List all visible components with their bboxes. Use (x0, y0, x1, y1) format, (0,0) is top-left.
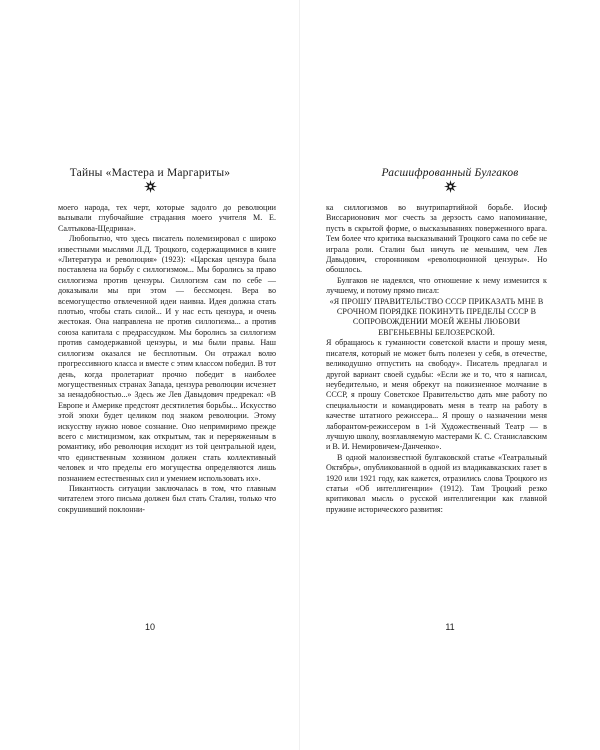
page-number-right: 11 (445, 622, 455, 632)
page-number-left: 10 (144, 622, 155, 632)
running-head-right: Расшифрованный Булгаков (381, 167, 519, 179)
star-ornament-icon (444, 180, 457, 193)
right-page (300, 0, 600, 750)
paragraph-continued: Я обращаюсь к гуманности советской власти и прошу меня, писателя, который не может быть полезен у себя, в отечестве, великодушно отпустить на свободу». Писатель предлагал и другой вариант своей судьбы: «Если же и то, что я написал, неубедительно, и меня обрекут на пожизненное молчание в СССР, я прошу Советское Правительство дать мне работу по специальности и командировать меня в театр на работу в качестве штатного режиссера... Я прошу о назначении меня лаборантом-режиссером в 1-й Художественный Театр — в лучшую школу, возглавляемую мастерами К. С. Станиславским и В. И. Немировичем-Данченко». (326, 338, 547, 452)
running-head-left: Тайны «Мастера и Маргариты» (69, 167, 231, 179)
paragraph-continuation: ка силлогизмов во внутрипартийной борьбе. Иосиф Виссарионович мог счесть за дерзость само напоминание, пусть в скрытой форме, о высказываниях поверженного врага. Тем более что критика высказываний Троцкого сама по себе не играла роли. Сталин был ничуть не меньшим, чем Лев Давыдович, сторонником «революционной цензуры». Но обошлось. (326, 203, 547, 275)
paragraph-continuation: моего народа, тех черт, которые задолго до революции вызывали глубочайшие страдания моего учителя М. Е. Салтыкова-Щедрина». (58, 203, 276, 233)
paragraph: Пикантность ситуации заключалась в том, что главным читателем этого письма должен был стать Сталин, только что сокрушивший поклонни- (58, 483, 276, 514)
right-body-text (326, 203, 547, 515)
paragraph: Любопытно, что здесь писатель полемизировал с широко известными мыслями Л.Д. Троцкого, содержащимися в книге «Литература и революция» (1923): «Царская цензура была поставлена на борьбу с силлогизмом... Мы боролись за право силлогизма против цензуры. Силлогизм сам по себе — доказывали мы при этом — бессмоцен. Вера во всемогущество отвлеченной идеи наивна. Идея должна стать плотью, чтобы стать силой... И у нас есть цензура, и очень жестокая. Она направлена не против силлогизма... а против союза капитала с предрассудком. Мы боролись за силлогизм против самодержавной цензуры, и мы были правы. Наш силлогизм оказался не бесплотным. Он отражал волю прогрессивного класса и вместе с этим классом победил. В тот день, когда пролетариат прочно победит в наиболее могущественных странах Запада, цензура революции исчезнет за ненадобностью...» Здесь же Лев Давыдович предрекал: «В Европе и Америке предстоят десятилетия борьбы... Искусство этой эпохи будет целиком под знаком революции. Этому искусству нужно новое сознание. Оно непримиримо прежде всего с мистицизмом, как открытым, так и переряженным в романтику, ибо революция исходит из той центральной идеи, что единственным хозяином должен стать коллективный человек и что пределы его могущества определяются лишь познанием естественных сил и умением использовать их». (58, 234, 276, 483)
left-body-text (58, 203, 276, 515)
quoted-request-caps: «Я ПРОШУ ПРАВИТЕЛЬСТВО СССР ПРИКАЗАТЬ МНЕ В СРОЧНОМ ПОРЯДКЕ ПОКИНУТЬ ПРЕДЕЛЫ СССР В СОПРОВОЖДЕНИИ МОЕЙ ЖЕНЫ ЛЮБОВИ ЕВГЕНЬЕВНЫ БЕЛОЗЕРСКОЙ. (329, 296, 544, 337)
paragraph: В одной малоизвестной булгаковской статье «Театральный Октябрь», опубликованной в одной из владикавказских газет в 1920 или 1921 году, как кажется, отразились слова Троцкого из статьи «Об интеллигенции» (1912). Там Троцкий резко критиковал мысль о русской интеллигенции как главной пружине исторического развития: (326, 452, 547, 514)
star-ornament-icon (144, 180, 157, 193)
paragraph: Булгаков не надеялся, что отношение к нему изменится к лучшему, и потому прямо писал: (326, 275, 547, 296)
